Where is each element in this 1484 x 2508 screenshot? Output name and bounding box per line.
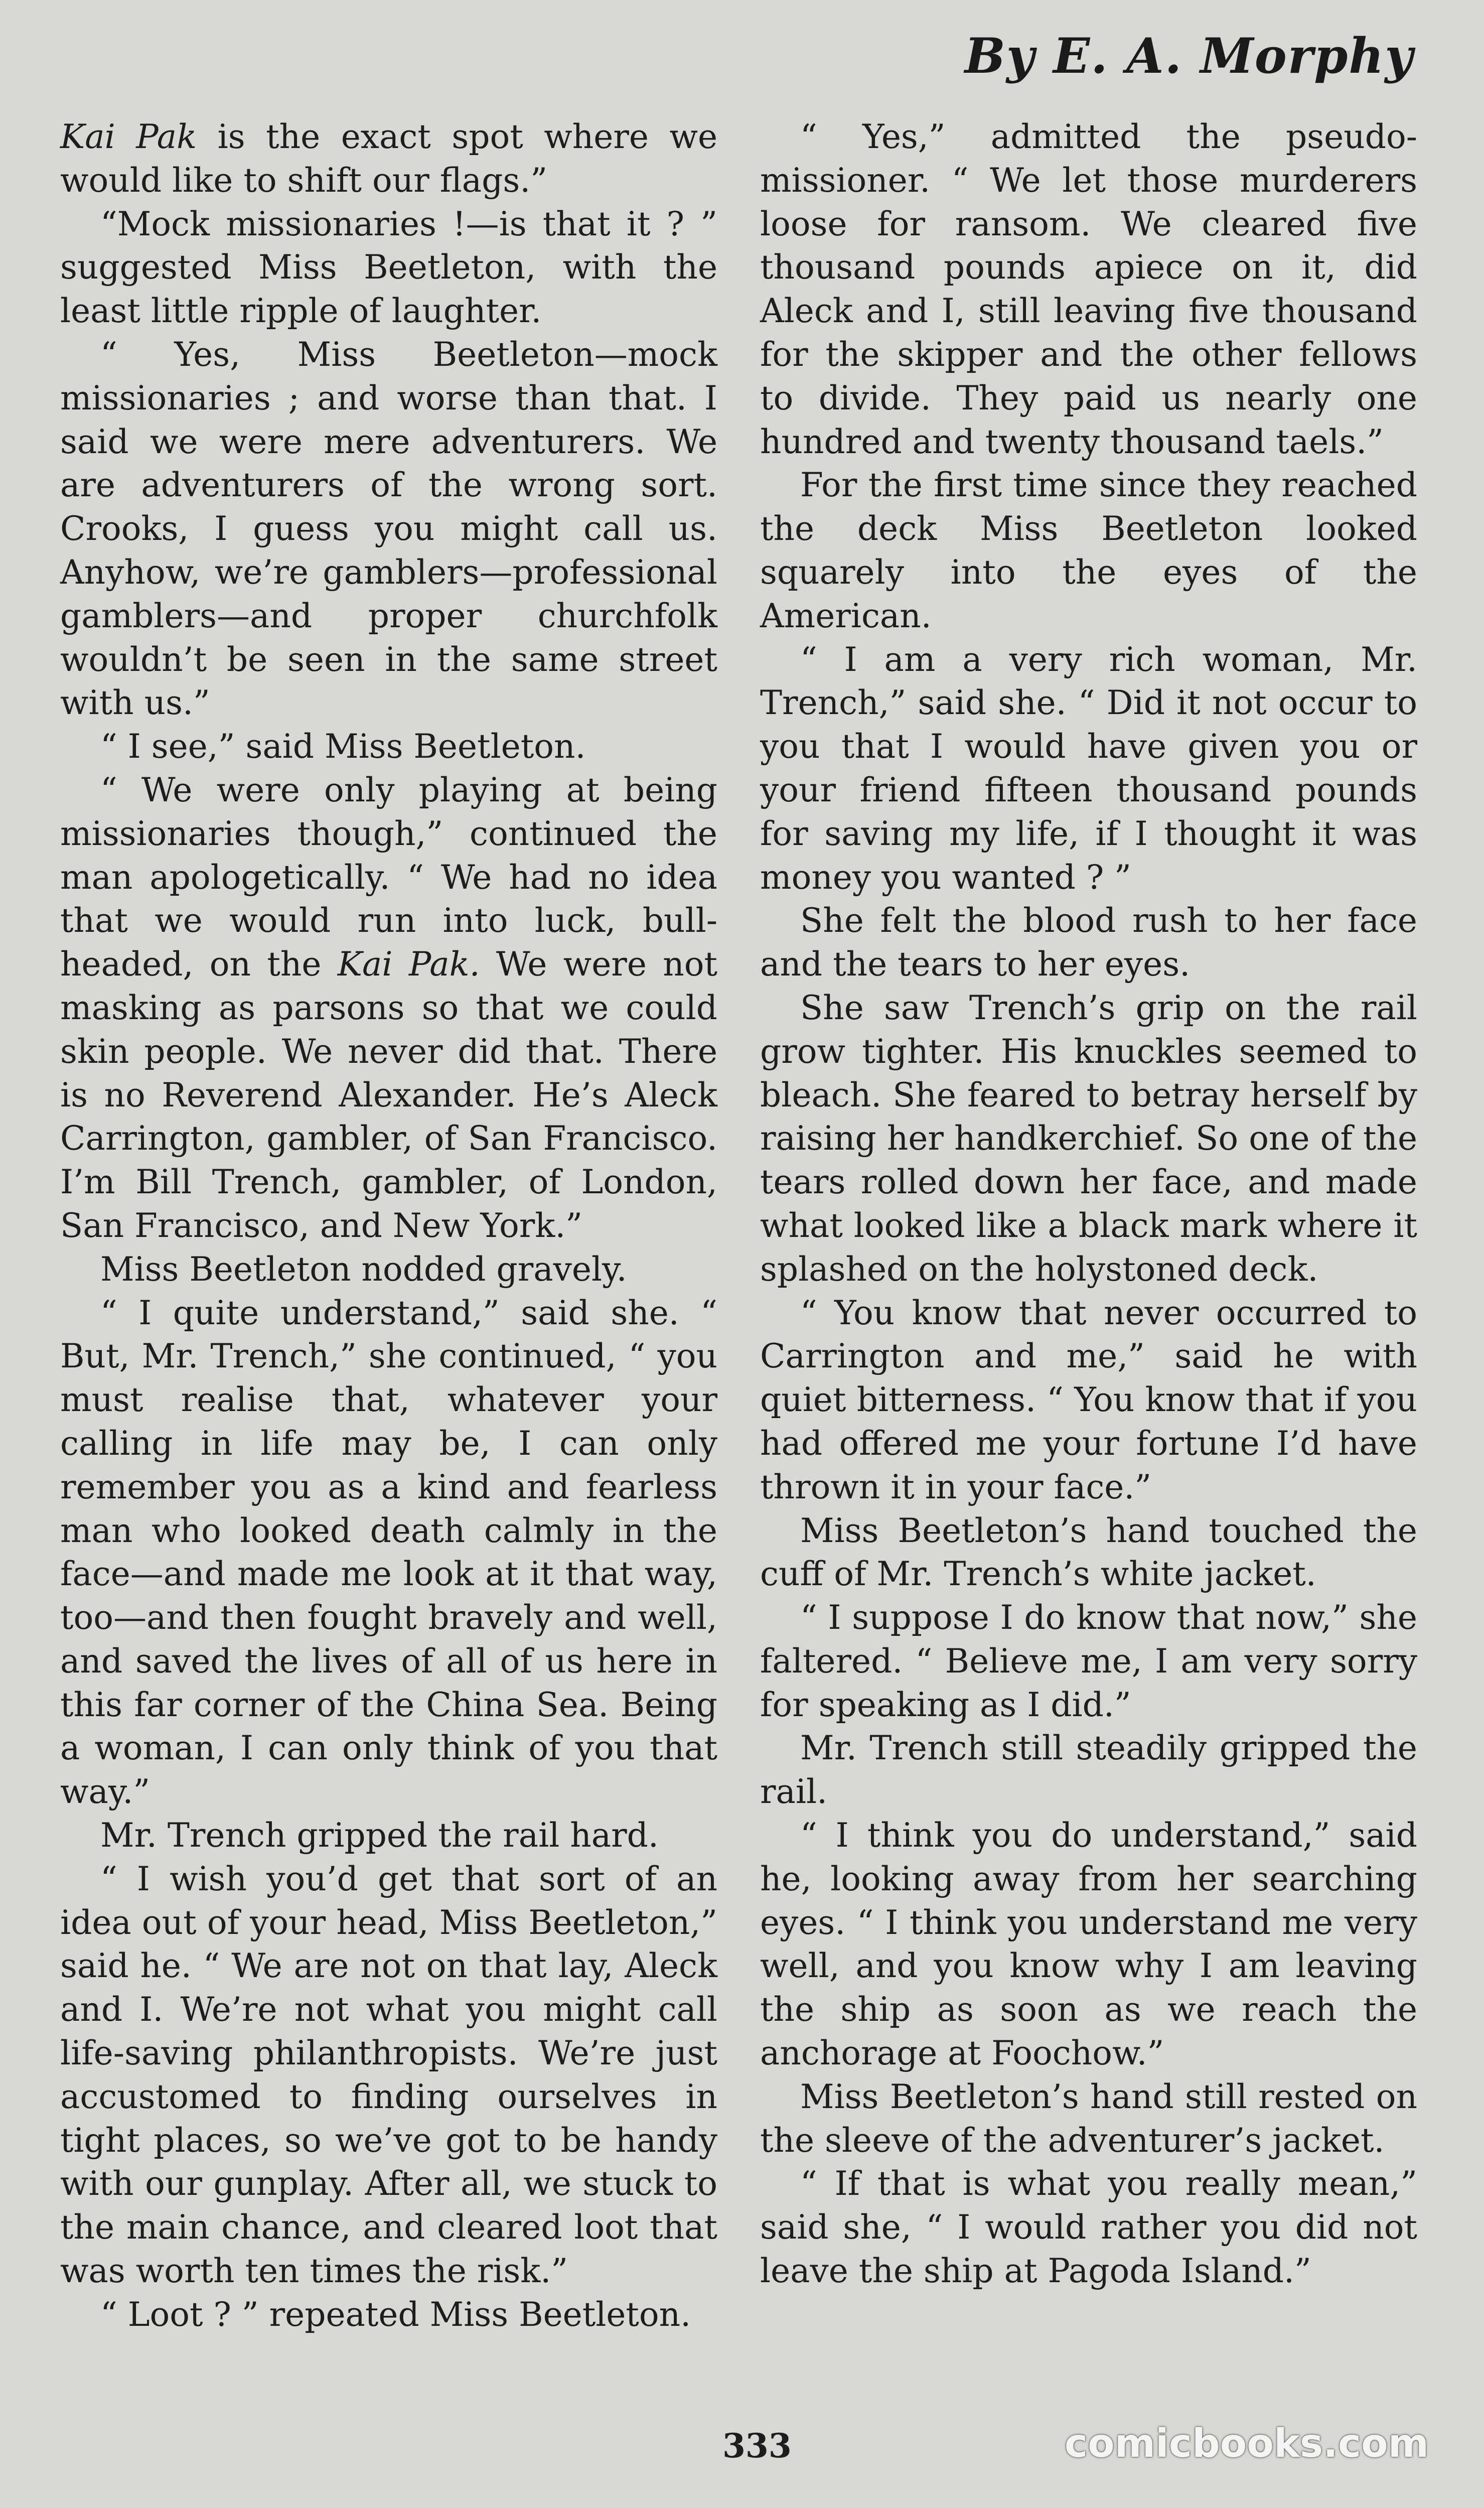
page-number: 333: [722, 2426, 792, 2465]
paragraph: “ You know that never occurred to Carrington and me,” said he with quiet bitterness. “ You know that if you had offered me your fortune I’d have thrown it in your face.”: [760, 1293, 1417, 1506]
paragraph: Kai Pak is the exact spot where we would like to shift our flags.”: [60, 117, 718, 200]
paragraph: “ I quite understand,” said she. “ But, Mr. Trench,” she continued, “ you must realise that, whatever your calling in life may be, I can only remember you as a kind and fearless man who looked death calmly in the face—and made me look at it that way, too—and then fought bravely and well, and saved the lives of all of us here in this far corner of the China Sea. Being a woman, I can only think of you that way.”: [60, 1293, 717, 1812]
paragraph: Mr. Trench still steadily gripped the rail.: [760, 1729, 1417, 1812]
left-column: [60, 115, 717, 2337]
paragraph: For the first time since they reached the deck Miss Beetleton looked squarely into the eyes of the American.: [760, 466, 1417, 635]
paragraph: “ Loot ? ” repeated Miss Beetleton.: [100, 2295, 691, 2334]
paragraph: “Mock missionaries !—is that it ? ” suggested Miss Beetleton, with the least little ripple of laughter.: [60, 204, 717, 331]
paragraph: “ I see,” said Miss Beetleton.: [100, 727, 586, 766]
byline: By E. A. Morphy: [964, 28, 1414, 84]
right-column: [760, 115, 1417, 2293]
paragraph: “ If that is what you really mean,” said she, “ I would rather you did not leave the ship at Pagoda Island.”: [760, 2164, 1417, 2291]
paragraph: She saw Trench’s grip on the rail grow tighter. His knuckles seemed to bleach. She feared to betray herself by raising her handkerchief. So one of the tears rolled down her face, and made what looked like a black mark where it splashed on the holystoned deck.: [760, 988, 1417, 1289]
paragraph: “ We were only playing at being missionaries though,” continued the man apologetically. “ We had no idea that we would run into luck, bull-headed, on the Kai Pak. We were not masking as parsons so that we could skin people. We never did that. There is no Reverend Alexander. He’s Aleck Carrington, gambler, of San Francisco. I’m Bill Trench, gambler, of London, San Francisco, and New York.”: [60, 770, 718, 1245]
paragraph: Miss Beetleton’s hand touched the cuff of Mr. Trench’s white jacket.: [760, 1511, 1417, 1594]
paragraph: “ I think you do understand,” said he, looking away from her searching eyes. “ I think you understand me very well, and you know why I am leaving the ship as soon as we reach the anchorage at Foochow.”: [760, 1816, 1417, 2073]
paragraph: “ I wish you’d get that sort of an idea out of your head, Miss Beetleton,” said he. “ We are not on that lay, Aleck and I. We’re not what you might call life-saving philanthropists. We’re just accustomed to finding ourselves in tight places, so we’ve got to be handy with our gunplay. After all, we stuck to the main chance, and cleared loot that was worth ten times the risk.”: [60, 1859, 717, 2291]
paragraph: “ I suppose I do know that now,” she faltered. “ Believe me, I am very sorry for speaking as I did.”: [760, 1598, 1417, 1724]
paragraph: “ I am a very rich woman, Mr. Trench,” said she. “ Did it not occur to you that I would have given you or your friend fifteen thousand pounds for saving my life, if I thought it was money you wanted ? ”: [760, 640, 1417, 897]
paragraph: Miss Beetleton’s hand still rested on the sleeve of the adventurer’s jacket.: [760, 2077, 1417, 2160]
paragraph: She felt the blood rush to her face and the tears to her eyes.: [760, 901, 1417, 984]
watermark: comicbooks.com: [1064, 2421, 1429, 2466]
paragraph: “ Yes,” admitted the pseudo-missioner. “ We let those murderers loose for ransom. We cleared five thousand pounds apiece on it, did Aleck and I, still leaving five thousand for the skipper and the other fellows to divide. They paid us nearly one hundred and twenty thousand taels.”: [760, 117, 1417, 461]
paragraph: Miss Beetleton nodded gravely.: [100, 1249, 627, 1289]
paragraph: “ Yes, Miss Beetleton—mock missionaries ; and worse than that. I said we were mere adventurers. We are adventurers of the wrong sort. Crooks, I guess you might call us. Anyhow, we’re gamblers—professional gamblers—and proper churchfolk wouldn’t be seen in the same street with us.”: [60, 335, 717, 723]
paragraph: Mr. Trench gripped the rail hard.: [100, 1816, 659, 1855]
